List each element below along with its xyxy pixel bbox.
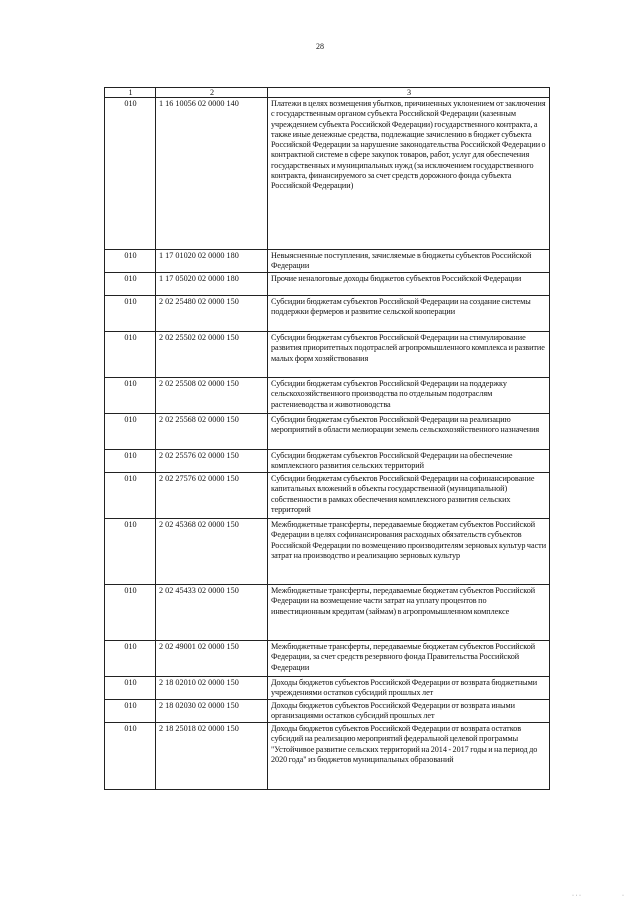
budget-classification-code-cell: 2 02 45433 02 0000 150 — [156, 585, 268, 641]
table-row — [105, 473, 550, 519]
column-header: 2 — [156, 88, 268, 98]
administrator-code-cell: 010 — [105, 585, 156, 641]
table-row — [105, 332, 550, 378]
table-row — [105, 519, 550, 585]
administrator-code-cell: 010 — [105, 677, 156, 700]
administrator-code-cell: 010 — [105, 414, 156, 450]
budget-classification-code-cell: 2 02 25568 02 0000 150 — [156, 414, 268, 450]
revenue-description-cell: Субсидии бюджетам субъектов Российской Федерации на обеспечение комплексного развития сельских территорий — [268, 450, 550, 473]
table-row — [105, 700, 550, 723]
budget-classification-code-cell: 2 18 02010 02 0000 150 — [156, 677, 268, 700]
administrator-code-cell: 010 — [105, 378, 156, 414]
administrator-code-cell: 010 — [105, 473, 156, 519]
administrator-code-cell: 010 — [105, 250, 156, 273]
revenue-description-cell: Субсидии бюджетам субъектов Российской Федерации на софинансирование капитальных вложений в объекты государственной (муниципальной) собственности в рамках обеспечения комплексного развития сельских территорий — [268, 473, 550, 519]
column-header: 1 — [105, 88, 156, 98]
budget-classification-code-cell: 1 17 01020 02 0000 180 — [156, 250, 268, 273]
budget-classification-code-cell: 2 18 02030 02 0000 150 — [156, 700, 268, 723]
revenue-description-cell: Субсидии бюджетам субъектов Российской Федерации на реализацию мероприятий в области мелиорации земель сельскохозяйственного назначения — [268, 414, 550, 450]
revenue-description-cell: Платежи в целях возмещения убытков, причиненных уклонением от заключения с государственным органом субъекта Российской Федерации (казенным учреждением субъекта Российской Федерации) государственного контракта, а также иные денежные средства, подлежащие зачислению в бюджет субъекта Российской Федерации за нарушение законодательства Российской Федерации о контрактной системе в сфере закупок товаров, работ, услуг для обеспечения государственных и муниципальных нужд (за исключением государственного контракта, финансируемого за счет средств дорожного фонда субъекта Российской Федерации) — [268, 98, 550, 250]
scan-mark: · · · — [572, 893, 581, 899]
table-row — [105, 273, 550, 296]
budget-classification-code-cell: 2 02 27576 02 0000 150 — [156, 473, 268, 519]
revenue-description-cell: Субсидии бюджетам субъектов Российской Федерации на создание системы поддержки фермеров и развитие сельской кооперации — [268, 296, 550, 332]
table-row — [105, 250, 550, 273]
revenue-description-cell: Доходы бюджетов субъектов Российской Федерации от возврата бюджетными учреждениями остатков субсидий прошлых лет — [268, 677, 550, 700]
administrator-code-cell: 010 — [105, 700, 156, 723]
revenue-description-cell: Субсидии бюджетам субъектов Российской Федерации на стимулирование развития приоритетных подотраслей агропромышленного комплекса и развитие малых форм хозяйствования — [268, 332, 550, 378]
budget-classification-code-cell: 2 18 25018 02 0000 150 — [156, 723, 268, 790]
budget-classification-code-cell: 2 02 25508 02 0000 150 — [156, 378, 268, 414]
budget-classification-code-cell: 2 02 25576 02 0000 150 — [156, 450, 268, 473]
table-row — [105, 378, 550, 414]
revenue-description-cell: Межбюджетные трансферты, передаваемые бюджетам субъектов Российской Федерации в целях софинансирования расходных обязательств субъектов Российской Федерации по возмещению производителям зерновых культур части затрат на производство и реализацию зерновых культур — [268, 519, 550, 585]
table-row — [105, 296, 550, 332]
budget-classification-code-cell: 2 02 45368 02 0000 150 — [156, 519, 268, 585]
page-number: 28 — [316, 42, 324, 51]
table-row — [105, 641, 550, 677]
budget-revenue-table — [104, 87, 550, 790]
revenue-description-cell: Субсидии бюджетам субъектов Российской Федерации на поддержку сельскохозяйственного производства по отдельным подотраслям растениеводства и животноводства — [268, 378, 550, 414]
revenue-description-cell: Невыясненные поступления, зачисляемые в бюджеты субъектов Российской Федерации — [268, 250, 550, 273]
budget-classification-code-cell: 2 02 25502 02 0000 150 — [156, 332, 268, 378]
administrator-code-cell: 010 — [105, 273, 156, 296]
table-row — [105, 677, 550, 700]
revenue-description-cell: Межбюджетные трансферты, передаваемые бюджетам субъектов Российской Федерации, за счет средств резервного фонда Правительства Российской Федерации — [268, 641, 550, 677]
administrator-code-cell: 010 — [105, 641, 156, 677]
administrator-code-cell: 010 — [105, 450, 156, 473]
administrator-code-cell: 010 — [105, 296, 156, 332]
table-row — [105, 414, 550, 450]
administrator-code-cell: 010 — [105, 98, 156, 250]
administrator-code-cell: 010 — [105, 723, 156, 790]
table-row — [105, 450, 550, 473]
revenue-description-cell: Межбюджетные трансферты, передаваемые бюджетам субъектов Российской Федерации на возмещение части затрат на уплату процентов по инвестиционным кредитам (займам) в агропромышленном комплексе — [268, 585, 550, 641]
administrator-code-cell: 010 — [105, 519, 156, 585]
budget-classification-code-cell: 2 02 49001 02 0000 150 — [156, 641, 268, 677]
table-row — [105, 98, 550, 250]
scan-mark: · — [622, 893, 624, 899]
budget-classification-code-cell: 1 16 10056 02 0000 140 — [156, 98, 268, 250]
administrator-code-cell: 010 — [105, 332, 156, 378]
revenue-description-cell: Прочие неналоговые доходы бюджетов субъектов Российской Федерации — [268, 273, 550, 296]
budget-classification-code-cell: 1 17 05020 02 0000 180 — [156, 273, 268, 296]
table-body — [105, 98, 550, 790]
column-header: 3 — [268, 88, 550, 98]
table-header-row — [105, 88, 550, 98]
revenue-description-cell: Доходы бюджетов субъектов Российской Федерации от возврата иными организациями остатков субсидий прошлых лет — [268, 700, 550, 723]
table-row — [105, 585, 550, 641]
table-row — [105, 723, 550, 790]
revenue-description-cell: Доходы бюджетов субъектов Российской Федерации от возврата остатков субсидий на реализацию мероприятий федеральной целевой программы "Устойчивое развитие сельских территорий на 2014 - 2017 годы и на период до 2020 года" из бюджетов муниципальных образований — [268, 723, 550, 790]
budget-classification-code-cell: 2 02 25480 02 0000 150 — [156, 296, 268, 332]
